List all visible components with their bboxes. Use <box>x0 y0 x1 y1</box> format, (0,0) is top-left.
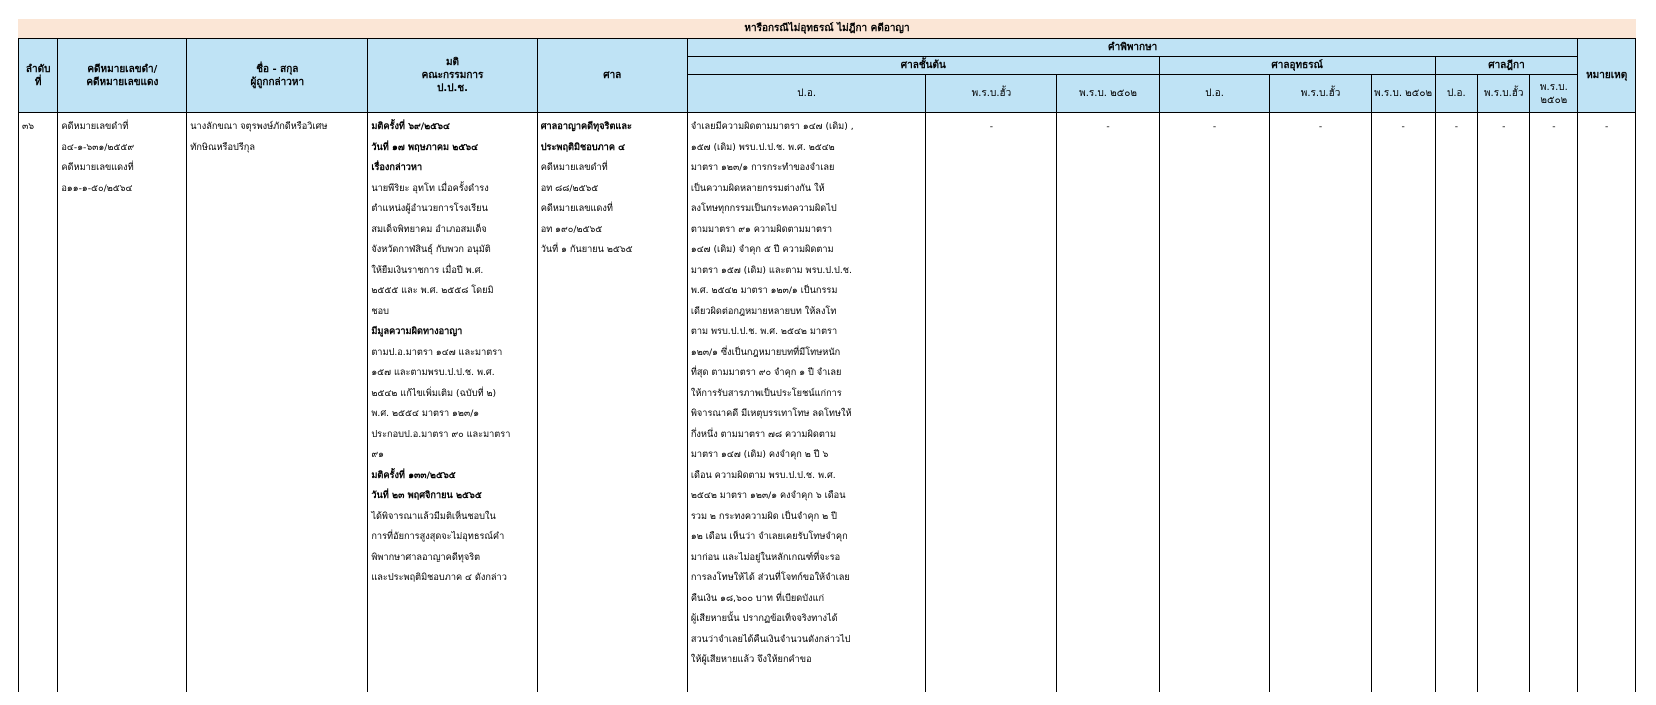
cell-remark: - <box>1578 113 1636 692</box>
cell-accused: นางลักขณา จตุรพงษ์ภักดีหรือวิเศษ ทักษิณหรือปรีกุล <box>187 113 368 692</box>
cell-judgment: จำเลยมีความผิดตามมาตรา ๑๔๗ (เดิม) , ๑๕๗ (เดิม) พรบ.ป.ป.ช. พ.ศ. ๒๕๔๒ มาตรา ๑๒๓/๑ การกระทำของจำเลย เป็นความผิดหลายกรรมต่างกัน ให้ ลงโทษทุกกรรมเป็นกระทงความผิดไป ตามมาตรา ๙๑ ความผิดตามมาตรา ๑๔๗ (เดิม) จำคุก ๕ ปี ความผิดตาม มาตรา ๑๕๗ (เดิม) และตาม พรบ.ป.ป.ช. พ.ศ. ๒๕๔๒ มาตรา ๑๒๓/๑ เป็นกรรม เดียวผิดต่อกฎหมายหลายบท ให้ลงโท ตาม พรบ.ป.ป.ช. พ.ศ. ๒๕๔๒ มาตรา ๑๒๓/๑ ซึ่งเป็นกฎหมายบทที่มีโทษหนัก ที่สุด ตามมาตรา ๙๐ จำคุก ๑ ปี จำเลย ให้การรับสารภาพเป็นประโยชน์แก่การ พิจารณาคดี มีเหตุบรรเทาโทษ ลดโทษให้ กึ่งหนึ่ง ตามมาตรา ๗๘ ความผิดตาม มาตรา ๑๔๗ (เดิม) คงจำคุก ๒ ปี ๖ เดือน ความผิดตาม พรบ.ป.ป.ช. พ.ศ. ๒๕๔๒ มาตรา ๑๒๓/๑ คงจำคุก ๖ เดือน รวม ๒ กระทงความผิด เป็นจำคุก ๒ ปี ๑๒ เดือน เห็นว่า จำเลยเคยรับโทษจำคุก มาก่อน และไม่อยู่ในหลักเกณฑ์ที่จะรอ การลงโทษให้ได้ ส่วนที่โจทก์ขอให้จำเลย คืนเงิน ๑๘,๖๐๐ บาท ที่เบียดบังแก่ ผู้เสียหายนั้น ปรากฏข้อเท็จจริงทางได้ สวนว่าจำเลยได้คืนเงินจำนวนดังกล่าวไป ให้ผู้เสียหายแล้ว จึงให้ยกคำขอ <box>687 113 926 692</box>
cell-resolution <box>368 113 537 692</box>
cell-no: ๓๖ <box>19 113 58 692</box>
resolution-2-title: มติครั้งที่ ๑๓๓/๒๕๖๕ <box>371 469 456 481</box>
cell-first-act-2502: - <box>1057 113 1159 692</box>
cell-supreme-criminal-code: - <box>1435 113 1478 692</box>
cell-appeal-criminal-code: - <box>1159 113 1270 692</box>
cell-supreme-bid-act: - <box>1478 113 1530 692</box>
court-detail: คดีหมายเลขดำที่ อท ๘๘/๒๕๖๕ คดีหมายเลขแดงที่ อท ๑๙๐/๒๕๖๕ วันที่ ๑ กันยายน ๒๕๖๕ <box>540 162 633 255</box>
header-case-no: คดีหมายเลขดำ/ คดีหมายเลขแดง <box>58 39 187 113</box>
header-court: ศาล <box>537 39 687 113</box>
resolution-guilt-title: มีมูลความผิดทางอาญา <box>371 326 463 337</box>
header-supreme: ศาลฎีกา <box>1435 57 1578 75</box>
resolution-2-date: วันที่ ๒๓ พฤศจิกายน ๒๕๖๕ <box>371 490 482 501</box>
header-first-instance: ศาลชั้นต้น <box>687 57 1159 75</box>
subheader-criminal-code: ป.อ. <box>687 75 926 113</box>
resolution-1-date: วันที่ ๑๗ พฤษภาคม ๒๕๖๔ <box>371 141 479 153</box>
cell-supreme-act-2502: - <box>1530 113 1578 692</box>
subheader-supreme-criminal-code: ป.อ. <box>1435 75 1478 113</box>
subheader-supreme-act-2502: พ.ร.บ. ๒๕๐๒ <box>1530 75 1578 113</box>
subheader-bid-act: พ.ร.บ.ฮั้ว <box>926 75 1057 113</box>
header-judgment: คำพิพากษา <box>687 39 1578 57</box>
header-no: ลำดับ ที่ <box>19 39 58 113</box>
subheader-act-2502: พ.ร.บ. ๒๕๐๒ <box>1057 75 1159 113</box>
table-row <box>19 113 1636 692</box>
cell-court <box>537 113 687 692</box>
banner-title: หารือกรณีไม่อุทธรณ์ ไม่ฎีกา คดีอาญา <box>18 19 1636 38</box>
resolution-1-title: มติครั้งที่ ๖๙/๒๕๖๔ <box>371 121 450 132</box>
resolution-subject: นายพีริยะ อุทโท เมื่อครั้งดำรง ตำแหน่งผู้อำนวยการโรงเรียน สมเด็จพิทยาคม อำเภอสมเด็จ จังหวัดกาฬสินธุ์ กับพวก อนุมัติ ให้ยืมเงินราชการ เมื่อปี พ.ศ. ๒๕๕๕ และ พ.ศ. ๒๕๕๘ โดยมิ ชอบ <box>371 182 494 317</box>
header-remark: หมายเหตุ <box>1578 39 1636 113</box>
subheader-appeal-bid-act: พ.ร.บ.ฮั้ว <box>1270 75 1371 113</box>
cell-appeal-bid-act: - <box>1270 113 1371 692</box>
header-appeal: ศาลอุทธรณ์ <box>1159 57 1435 75</box>
header-accused: ชื่อ - สกุล ผู้ถูกกล่าวหา <box>187 39 368 113</box>
subheader-appeal-act-2502: พ.ร.บ. ๒๕๐๒ <box>1371 75 1435 113</box>
resolution-guilt: ตามป.อ.มาตรา ๑๔๗ และมาตรา ๑๕๗ และตามพรบ.ป.ป.ช. พ.ศ. ๒๕๔๒ แก้ไขเพิ่มเติม (ฉบับที่ ๒) พ.ศ. ๒๕๕๔ มาตรา ๑๒๓/๑ ประกอบป.อ.มาตรา ๙๐ และมาตรา ๙๑ <box>371 346 511 460</box>
resolution-2-text: ได้พิจารณาแล้วมีมติเห็นชอบใน การที่อัยการสูงสุดจะไม่อุทธรณ์คำ พิพากษาศาลอาญาคดีทุจริต และประพฤติมิชอบภาค ๔ ดังกล่าว <box>371 510 507 583</box>
cell-appeal-act-2502: - <box>1371 113 1435 692</box>
court-name: ศาลอาญาคดีทุจริตและ ประพฤติมิชอบภาค ๔ <box>540 121 632 153</box>
case-table <box>18 38 1636 692</box>
cell-first-bid-act: - <box>926 113 1057 692</box>
resolution-subject-title: เรื่องกล่าวหา <box>371 162 423 173</box>
subheader-supreme-bid-act: พ.ร.บ.ฮั้ว <box>1478 75 1530 113</box>
cell-case-no: คดีหมายเลขดำที่ อ๔-๑-๖๓๑/๒๕๕๙ คดีหมายเลขแดงที่ อ๑๑-๑-๕๐/๒๕๖๔ <box>58 113 187 692</box>
subheader-appeal-criminal-code: ป.อ. <box>1159 75 1270 113</box>
header-resolution: มติ คณะกรรมการ ป.ป.ช. <box>368 39 537 113</box>
